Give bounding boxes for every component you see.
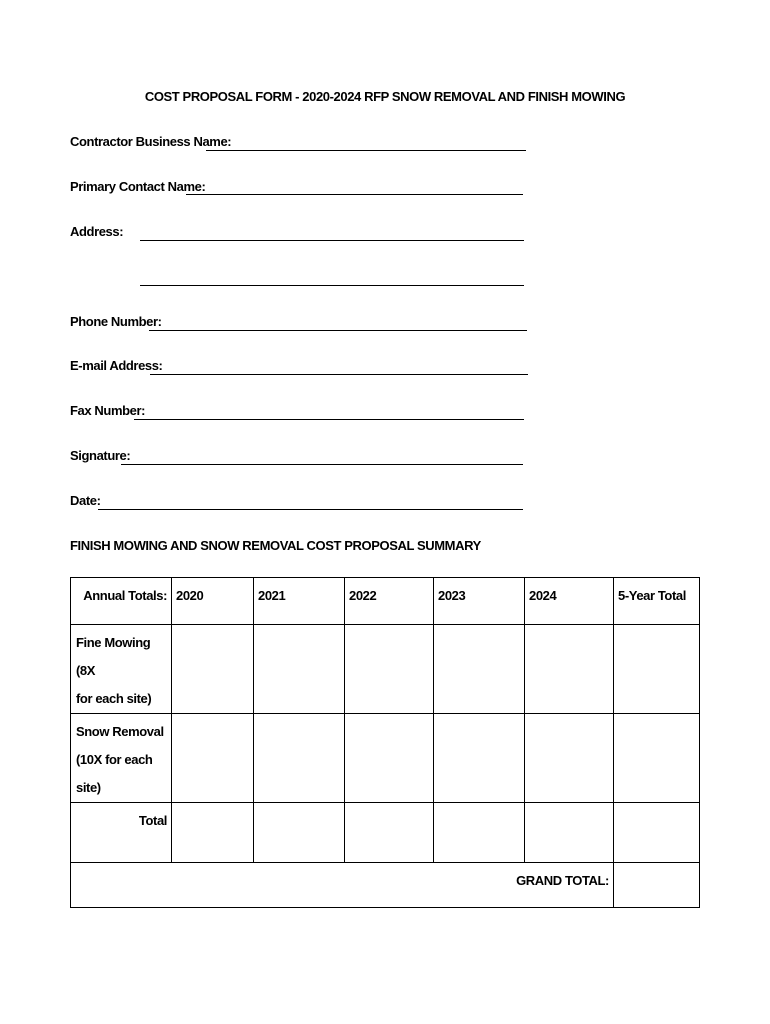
snow-removal-2024-cell[interactable]	[525, 714, 614, 803]
phone-number-field[interactable]	[149, 330, 527, 331]
fine-mowing-row	[71, 625, 700, 714]
fine-mowing-2021-cell[interactable]	[254, 625, 345, 714]
total-label: Total	[71, 803, 172, 863]
contractor-business-name-field[interactable]	[206, 150, 526, 151]
phone-number-label: Phone Number:	[70, 314, 162, 329]
snow-removal-label: Snow Removal (10X for each site)	[71, 714, 172, 803]
primary-contact-name-field[interactable]	[186, 194, 523, 195]
grand-total-row	[71, 863, 700, 908]
total-2024-cell[interactable]	[525, 803, 614, 863]
grand-total-cell[interactable]	[614, 863, 700, 908]
address-line2-field[interactable]	[140, 285, 524, 286]
grand-total-label: GRAND TOTAL:	[71, 863, 614, 908]
year-header-2023: 2023	[434, 578, 525, 625]
signature-field[interactable]	[121, 464, 523, 465]
fine-mowing-2023-cell[interactable]	[434, 625, 525, 714]
fine-mowing-2024-cell[interactable]	[525, 625, 614, 714]
year-header-2020: 2020	[172, 578, 254, 625]
fine-mowing-5yr-cell[interactable]	[614, 625, 700, 714]
fax-number-label: Fax Number:	[70, 403, 146, 418]
table-header-row	[71, 578, 700, 625]
total-2020-cell[interactable]	[172, 803, 254, 863]
form-title: COST PROPOSAL FORM - 2020-2024 RFP SNOW REMOVAL AND FINISH MOWING	[144, 89, 626, 104]
contractor-business-name-label: Contractor Business Name:	[70, 134, 232, 149]
date-field[interactable]	[98, 509, 523, 510]
date-label: Date:	[70, 493, 101, 508]
fine-mowing-2020-cell[interactable]	[172, 625, 254, 714]
fax-number-field[interactable]	[134, 419, 524, 420]
email-address-label: E-mail Address:	[70, 358, 163, 373]
snow-removal-5yr-cell[interactable]	[614, 714, 700, 803]
summary-heading: FINISH MOWING AND SNOW REMOVAL COST PROPOSAL SUMMARY	[70, 538, 481, 553]
address-line1-field[interactable]	[140, 240, 524, 241]
snow-removal-2022-cell[interactable]	[345, 714, 434, 803]
total-2023-cell[interactable]	[434, 803, 525, 863]
snow-removal-2020-cell[interactable]	[172, 714, 254, 803]
address-label: Address:	[70, 224, 124, 239]
cost-summary-table	[70, 577, 700, 908]
total-row	[71, 803, 700, 863]
fine-mowing-2022-cell[interactable]	[345, 625, 434, 714]
total-2021-cell[interactable]	[254, 803, 345, 863]
year-header-2022: 2022	[345, 578, 434, 625]
annual-totals-header: Annual Totals:	[71, 578, 172, 625]
year-header-2024: 2024	[525, 578, 614, 625]
total-2022-cell[interactable]	[345, 803, 434, 863]
email-address-field[interactable]	[150, 374, 528, 375]
signature-label: Signature:	[70, 448, 131, 463]
snow-removal-2021-cell[interactable]	[254, 714, 345, 803]
fine-mowing-label: Fine Mowing (8X for each site)	[71, 625, 172, 714]
primary-contact-name-label: Primary Contact Name:	[70, 179, 206, 194]
total-5yr-cell[interactable]	[614, 803, 700, 863]
year-header-2021: 2021	[254, 578, 345, 625]
snow-removal-row	[71, 714, 700, 803]
five-year-total-header: 5-Year Total	[614, 578, 700, 625]
snow-removal-2023-cell[interactable]	[434, 714, 525, 803]
